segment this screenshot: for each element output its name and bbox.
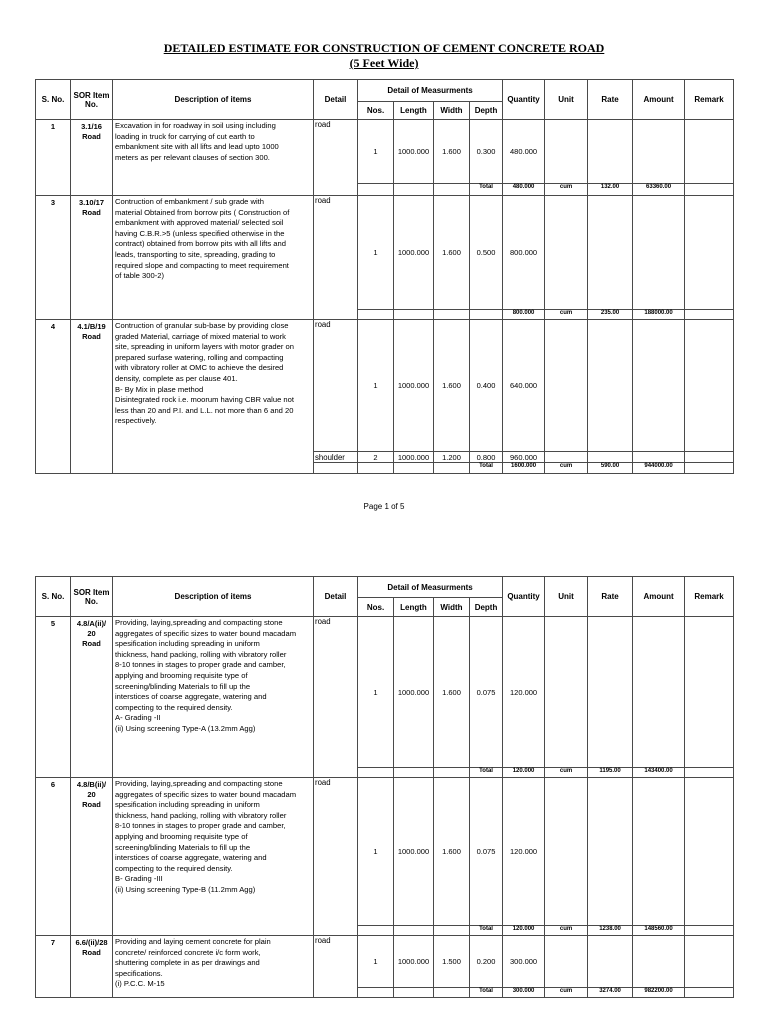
item-width: 1.600 [434,120,470,184]
header-row [36,80,734,102]
total-blank [358,926,394,936]
document-subtitle: (5 Feet Wide) [349,56,419,70]
item-unit-blank [545,936,588,988]
total-detail-blank [314,184,358,196]
total-remark-blank [685,184,734,196]
item-width: 1.600 [434,617,470,768]
item-amount-blank [633,452,685,463]
table-row [36,196,734,310]
item-nos: 1 [358,778,394,926]
item-unit-blank [545,617,588,768]
total-rate: 1238.00 [588,926,633,936]
item-extra-detail: shoulder [314,452,358,463]
item-amount-blank [633,778,685,926]
total-label: Total [470,463,503,474]
item-rate-blank [588,617,633,768]
item-sor: 4.8/A(ii)/ 20 Road [71,617,113,778]
item-remark-blank [685,936,734,988]
col-unit-header: Unit [545,80,588,120]
total-rate: 132.00 [588,184,633,196]
item-unit-blank [545,452,588,463]
item-extra-depth: 0.800 [470,452,503,463]
total-blank [394,184,434,196]
total-detail-blank [314,310,358,320]
item-amount-blank [633,320,685,452]
total-detail-blank [314,463,358,474]
page-footer: Page 1 of 5 [363,502,405,511]
item-sno: 5 [36,617,71,778]
estimate-table-page-1 [35,79,734,474]
total-blank [434,926,470,936]
total-quantity: 800.000 [503,310,545,320]
item-sor: 3.1/16 Road [71,120,113,196]
col-sor-header: SOR Item No. [71,80,113,120]
col-desc-header: Description of items [113,577,314,617]
col-sor-header: SOR Item No. [71,577,113,617]
item-nos: 1 [358,120,394,184]
estimate-table-page-2 [35,576,734,998]
item-nos: 1 [358,936,394,988]
item-rate-blank [588,452,633,463]
total-remark-blank [685,768,734,778]
total-rate: 3274.00 [588,988,633,998]
item-depth: 0.400 [470,320,503,452]
item-remark-blank [685,617,734,768]
item-detail: road [314,936,358,988]
col-length-header: Length [394,102,434,120]
item-remark-blank [685,196,734,310]
total-blank [434,184,470,196]
total-label: Total [470,926,503,936]
item-sno: 6 [36,778,71,936]
col-remark-header: Remark [685,577,734,617]
item-rate-blank [588,120,633,184]
total-quantity: 120.000 [503,926,545,936]
col-measurements-header: Detail of Measurments [358,80,503,102]
total-unit: cum [545,988,588,998]
item-description: Providing, laying,spreading and compacting stone aggregates of specific sizes to water bound macadam spesification including spreading in uniform thickness, hand packing, rolling with vibratory roller 8-10 tonnes in stages to proper grade and camber, applying and brooming requisite type of screening/blinding Materials to fill up the interstices of coarse aggregate, watering and compecting to the required density. A- Grading -II (ii) Using screening Type-A (13.2mm Agg) [113,617,314,778]
total-amount: 148560.00 [633,926,685,936]
total-blank [394,926,434,936]
total-blank [358,463,394,474]
item-length: 1000.000 [394,196,434,310]
table-row [36,120,734,184]
total-blank [358,184,394,196]
col-remark-header: Remark [685,80,734,120]
item-detail: road [314,320,358,452]
total-blank [358,988,394,998]
item-depth: 0.075 [470,617,503,768]
item-quantity: 120.000 [503,617,545,768]
item-quantity: 300.000 [503,936,545,988]
total-detail-blank [314,768,358,778]
item-width: 1.500 [434,936,470,988]
item-remark-blank [685,452,734,463]
total-rate: 235.00 [588,310,633,320]
item-depth: 0.500 [470,196,503,310]
total-label: Total [470,768,503,778]
item-detail: road [314,778,358,926]
total-blank [434,310,470,320]
table-row [36,320,734,452]
total-blank [394,463,434,474]
total-blank [394,310,434,320]
total-unit: cum [545,768,588,778]
total-remark-blank [685,463,734,474]
item-width: 1.600 [434,320,470,452]
item-depth: 0.075 [470,778,503,926]
item-rate-blank [588,196,633,310]
total-unit: cum [545,926,588,936]
item-rate-blank [588,778,633,926]
item-nos: 1 [358,196,394,310]
col-nos-header: Nos. [358,598,394,617]
total-detail-blank [314,926,358,936]
col-measurements-header: Detail of Measurments [358,577,503,598]
item-width: 1.600 [434,196,470,310]
col-desc-header: Description of items [113,80,314,120]
item-sor: 6.6/(ii)/28 Road [71,936,113,998]
total-remark-blank [685,310,734,320]
total-quantity: 1600.000 [503,463,545,474]
total-blank [434,463,470,474]
col-rate-header: Rate [588,80,633,120]
item-sno: 1 [36,120,71,196]
header-row [36,577,734,598]
item-nos: 1 [358,320,394,452]
item-description: Providing, laying,spreading and compacting stone aggregates of specific sizes to water bound macadam spesification including spreading in uniform thickness, hand packing, rolling with vibratory roller 8-10 tonnes in stages to proper grade and camber, applying and brooming requisite type of screening/blinding Materials to fill up the interstices of coarse aggregate, watering and compecting to the required density. B- Grading -III (ii) Using screening Type-B (11.2mm Agg) [113,778,314,936]
item-width: 1.600 [434,778,470,926]
total-quantity: 120.000 [503,768,545,778]
item-unit-blank [545,196,588,310]
total-blank [434,988,470,998]
table-row [36,778,734,926]
total-blank [434,768,470,778]
total-blank [358,768,394,778]
total-remark-blank [685,988,734,998]
total-unit: cum [545,184,588,196]
item-rate-blank [588,320,633,452]
item-unit-blank [545,778,588,926]
col-depth-header: Depth [470,102,503,120]
item-sno: 7 [36,936,71,998]
col-sno-header: S. No. [36,577,71,617]
col-amount-header: Amount [633,80,685,120]
total-blank [394,988,434,998]
item-description: Providing and laying cement concrete for plain concrete/ reinforced concrete i/c form work, shuttering complete in as per drawings and specifications. (i) P.C.C. M-15 [113,936,314,998]
col-width-header: Width [434,102,470,120]
item-extra-length: 1000.000 [394,452,434,463]
total-quantity: 480.000 [503,184,545,196]
item-sor: 3.10/17 Road [71,196,113,320]
col-length-header: Length [394,598,434,617]
total-unit: cum [545,463,588,474]
item-remark-blank [685,778,734,926]
col-rate-header: Rate [588,577,633,617]
document-title: DETAILED ESTIMATE FOR CONSTRUCTION OF CEMENT CONCRETE ROAD [163,41,605,55]
item-length: 1000.000 [394,320,434,452]
total-amount: 143400.00 [633,768,685,778]
item-quantity: 480.000 [503,120,545,184]
table-row [36,936,734,988]
item-amount-blank [633,936,685,988]
total-rate: 590.00 [588,463,633,474]
col-unit-header: Unit [545,577,588,617]
col-quantity-header: Quantity [503,80,545,120]
col-sno-header: S. No. [36,80,71,120]
table-row [36,617,734,768]
total-amount: 944000.00 [633,463,685,474]
item-description: Contruction of embankment / sub grade with material Obtained from borrow pits ( Construction of embankment with approved material/ selected soil having C.B.R.>5 (unless specified otherwise in the contract) obtained from borrow pits with all lifts and leads, transporting to site, spreading, grading to required slope and compacting to meet requirement of table 300-2) [113,196,314,320]
total-remark-blank [685,926,734,936]
total-label: Total [470,184,503,196]
total-label-blank [470,310,503,320]
item-sor: 4.8/B(ii)/ 20 Road [71,778,113,936]
item-quantity: 800.000 [503,196,545,310]
col-nos-header: Nos. [358,102,394,120]
item-description: Excavation in for roadway in soil using including loading in truck for carrying of cut earth to embankment site with all lifts and lead upto 1000 meters as per relevant clauses of section 300. [113,120,314,196]
total-blank [394,768,434,778]
item-detail: road [314,196,358,310]
col-depth-header: Depth [470,598,503,617]
item-sno: 3 [36,196,71,320]
total-detail-blank [314,988,358,998]
item-length: 1000.000 [394,617,434,768]
item-amount-blank [633,196,685,310]
item-sor: 4.1/B/19 Road [71,320,113,474]
item-depth: 0.300 [470,120,503,184]
item-unit-blank [545,120,588,184]
item-detail: road [314,617,358,768]
item-length: 1000.000 [394,120,434,184]
item-remark-blank [685,320,734,452]
item-remark-blank [685,120,734,184]
col-detail-header: Detail [314,80,358,120]
item-length: 1000.000 [394,778,434,926]
col-detail-header: Detail [314,577,358,617]
total-amount: 982200.00 [633,988,685,998]
total-rate: 1195.00 [588,768,633,778]
total-quantity: 300.000 [503,988,545,998]
item-amount-blank [633,120,685,184]
item-description: Contruction of granular sub-base by providing close graded Material, carriage of mixed material to work site, spreading in uniform layers with motor grader on prepared surfase watering, rolling and compacting with vibratory roller at OMC to achieve the desired density, complete as per clause 401. B- By Mix in plase method Disintegrated rock i.e. moorum having CBR value not less than 20 and P.I. and L.L. not more than 6 and 20 respectively. [113,320,314,474]
item-length: 1000.000 [394,936,434,988]
item-rate-blank [588,936,633,988]
col-width-header: Width [434,598,470,617]
item-extra-quantity: 960.000 [503,452,545,463]
col-amount-header: Amount [633,577,685,617]
total-label: Total [470,988,503,998]
item-extra-width: 1.200 [434,452,470,463]
item-quantity: 120.000 [503,778,545,926]
col-quantity-header: Quantity [503,577,545,617]
item-nos: 1 [358,617,394,768]
item-extra-nos: 2 [358,452,394,463]
item-unit-blank [545,320,588,452]
total-blank [358,310,394,320]
item-detail: road [314,120,358,184]
item-amount-blank [633,617,685,768]
total-amount: 188000.00 [633,310,685,320]
item-quantity: 640.000 [503,320,545,452]
total-amount: 63360.00 [633,184,685,196]
item-sno: 4 [36,320,71,474]
total-unit: cum [545,310,588,320]
item-depth: 0.200 [470,936,503,988]
